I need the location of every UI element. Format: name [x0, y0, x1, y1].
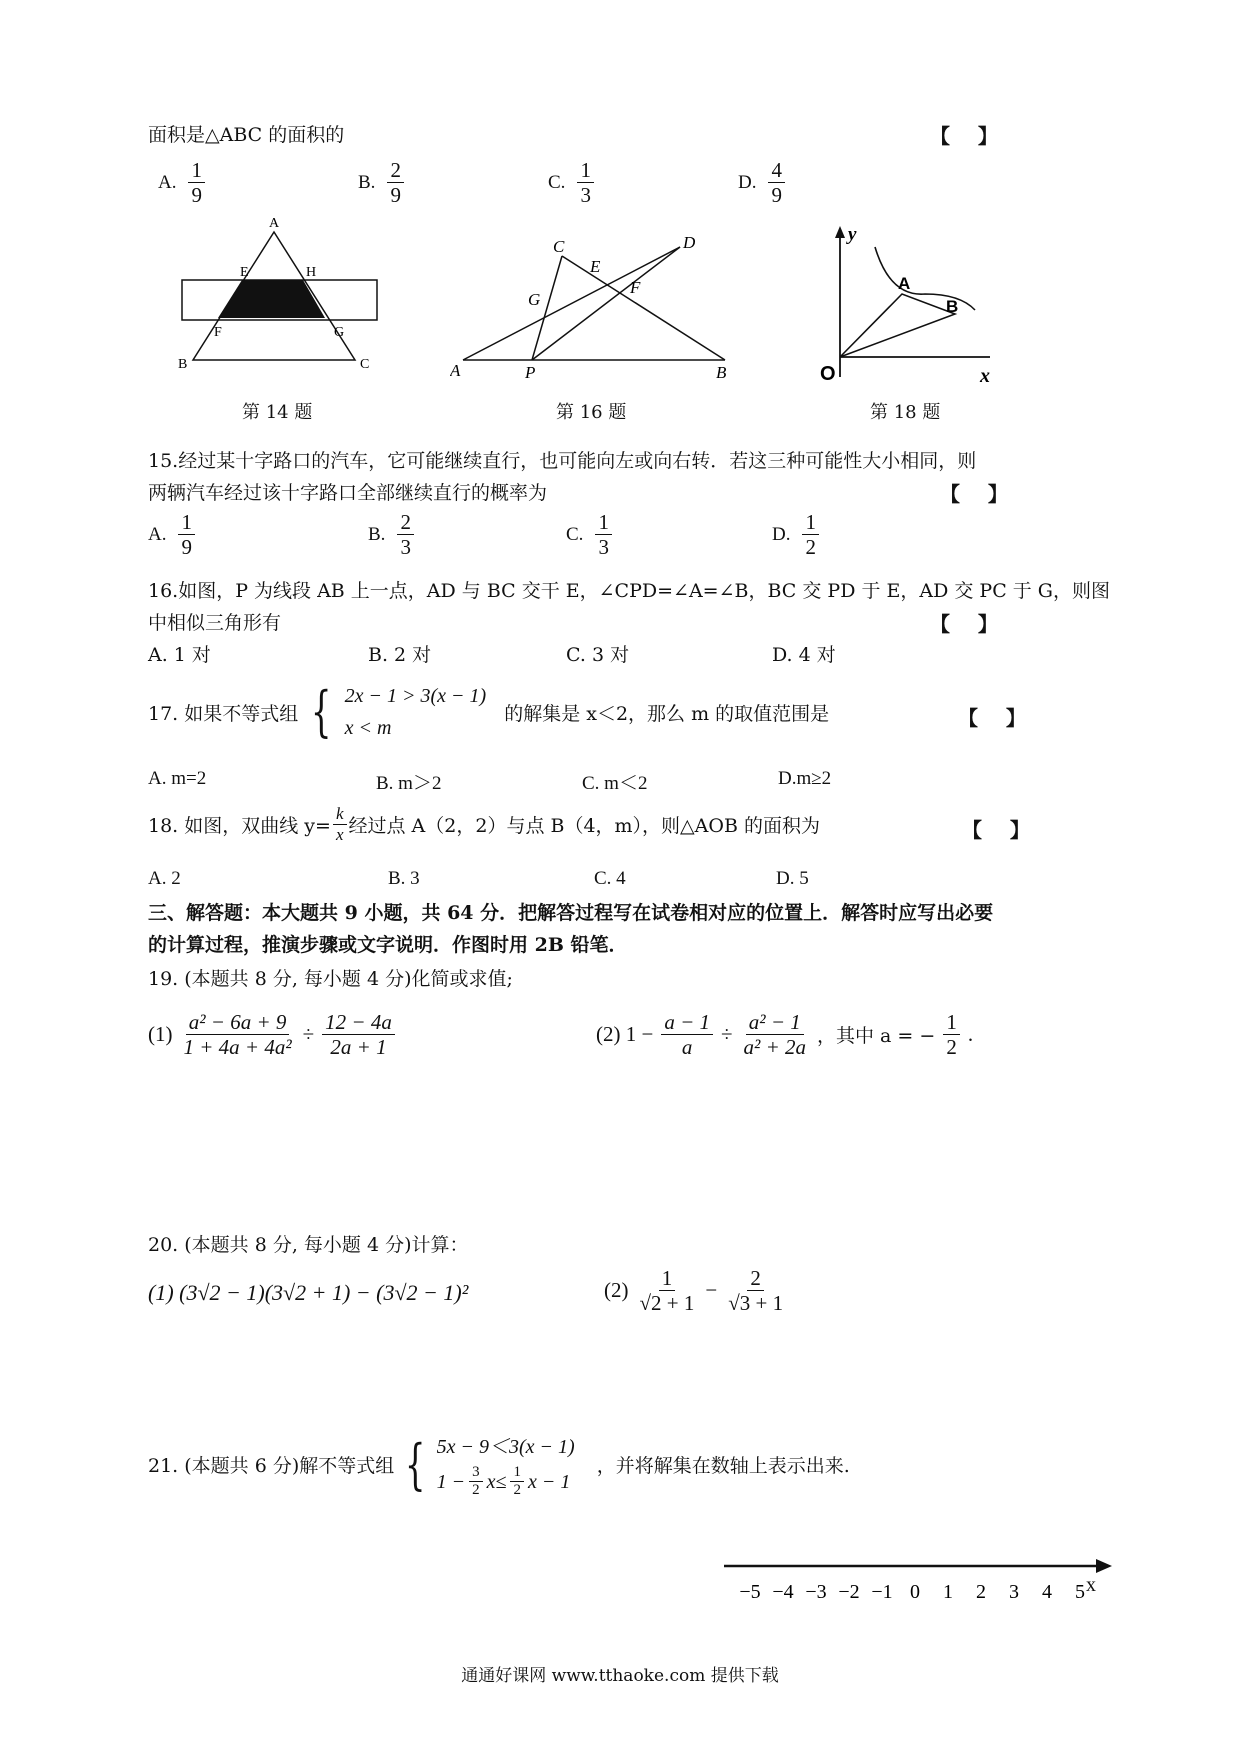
q14-option-c: C. $\frac{1}{3}$ — [548, 158, 596, 207]
q16-answer-bracket: 【 】 — [930, 612, 998, 636]
q15-option-c: C. $\frac{1}{3}$ — [566, 510, 614, 559]
fig18-caption: 第 18 题 — [870, 402, 941, 423]
fig18-hyperbola — [875, 247, 975, 310]
q20-title: 20. (本题共 8 分, 每小题 4 分)计算： — [148, 1234, 469, 1256]
figure-16 — [450, 232, 740, 382]
number-line-arrow — [1096, 1559, 1112, 1573]
q15-line-1: 15.经过某十字路口的汽车，它可能继续直行，也可能向左或向右转．若这三种可能性大小相同，则 — [148, 450, 977, 472]
q16-option-a: A. 1 对 — [148, 644, 211, 666]
figure-18 — [810, 222, 1010, 390]
number-line-tick-label: 0 — [910, 1581, 920, 1603]
number-line — [714, 1548, 1124, 1618]
q14-answer-bracket: 【 】 — [930, 124, 998, 148]
q16-option-c: C. 3 对 — [566, 644, 630, 666]
fig14-label-a: A — [269, 216, 280, 231]
q18-option-a: A. 2 — [148, 868, 181, 889]
q21-stem: 21. (本题共 6 分)解不等式组 { 5x − 9＜3(x − 1) 1 − $\frac{3}{2}$ x≤ $\frac{1}{2}$ x − 1 ，并将解集在数轴上表示出来. — [148, 1430, 850, 1500]
number-line-tick-label: −3 — [805, 1581, 827, 1603]
fig14-label-b: B — [178, 357, 188, 372]
q18-option-d: D. 5 — [776, 868, 809, 889]
q20-part-2: (2) $\frac{1}{√2 + 1}$ − $\frac{2}{√3 + 1}$ — [604, 1266, 784, 1316]
q21-brace: { — [405, 1432, 426, 1496]
page-footer: 通通好课网 www.tthaoke.com 提供下载 — [461, 1666, 779, 1686]
fig18-label-b: B — [946, 297, 959, 316]
q17-stem: 17. 如果不等式组 { 2x − 1 > 3(x − 1) x < m 的解集是 x＜2，那么 m 的取值范围是 — [148, 680, 830, 743]
q19-title: 19. (本题共 8 分, 每小题 4 分)化简或求值; — [148, 968, 513, 990]
q17-option-b: B. m＞2 — [376, 773, 442, 794]
q17-option-d: D.m≥2 — [778, 768, 832, 789]
figure-14 — [170, 210, 390, 380]
number-line-tick-label: 1 — [943, 1581, 953, 1603]
fig16-label-d: D — [683, 233, 696, 252]
q18-option-b: B. 3 — [388, 868, 420, 889]
q15-option-d: D. $\frac{1}{2}$ — [772, 510, 821, 559]
fig18-label-x: x — [980, 365, 990, 387]
q19-part-1: (1) $\frac{\text{a² − 6a + 9}}{\text{1 + 4a + 4a²}}$ ÷ $\frac{12 - 4a}{2a + 1}$ — [148, 1010, 397, 1059]
q18-option-c: C. 4 — [594, 868, 626, 889]
number-line-tick-label: 3 — [1009, 1581, 1019, 1603]
fig14-label-g: G — [334, 325, 345, 340]
fig16-segment-ad — [463, 247, 680, 360]
q15-option-a: A. $\frac{1}{9}$ — [148, 510, 197, 559]
fig16-caption: 第 16 题 — [556, 402, 627, 423]
fig18-label-o: O — [820, 363, 836, 385]
q18-answer-bracket: 【 】 — [962, 818, 1030, 842]
q14-option-d: D. $\frac{4}{9}$ — [738, 158, 787, 207]
fig14-label-c: C — [360, 357, 370, 372]
fig16-label-b: B — [716, 363, 727, 382]
fig14-shaded-region — [218, 280, 325, 318]
q17-inequality-system: 2x − 1 > 3(x − 1) x < m — [344, 685, 487, 739]
fig14-caption: 第 14 题 — [242, 402, 313, 423]
fig16-label-g: G — [528, 290, 541, 309]
fig16-label-a: A — [450, 361, 461, 380]
number-line-ticks — [739, 1581, 1085, 1603]
q15-option-b: B. $\frac{2}{3}$ — [368, 510, 416, 559]
fig16-label-c: C — [553, 237, 565, 256]
q16-line-2: 中相似三角形有 — [148, 612, 282, 634]
q17-answer-bracket: 【 】 — [958, 706, 1026, 730]
q18-stem: 18. 如图，双曲线 y= $\frac{k}{x}$ 经过点 A（2，2）与点 B（4，m），则△AOB 的面积为 — [148, 804, 820, 844]
fig18-label-y: y — [848, 224, 857, 245]
number-line-x-label: x — [1086, 1574, 1096, 1596]
fig16-label-f: F — [630, 278, 641, 297]
q16-option-b: B. 2 对 — [368, 644, 432, 666]
fig16-label-p: P — [525, 363, 536, 382]
q17-option-a: A. m=2 — [148, 768, 207, 789]
q15-line-2: 两辆汽车经过该十字路口全部继续直行的概率为 — [148, 482, 548, 504]
fig18-triangle-aob — [840, 294, 955, 357]
number-line-tick-label: 4 — [1042, 1581, 1052, 1603]
q14-stem-tail: 面积是△ABC 的面积的 — [148, 124, 345, 146]
q16-line-1: 16.如图，P 为线段 AB 上一点，AD 与 BC 交干 E，∠CPD=∠A=∠B，BC 交 PD 于 E，AD 交 PC 于 G，则图 — [148, 580, 1110, 602]
fig18-label-a: A — [898, 274, 911, 293]
q17-option-c: C. m＜2 — [582, 773, 648, 794]
q17-brace: { — [311, 680, 332, 743]
number-line-tick-label: 2 — [976, 1581, 986, 1603]
fig16-segment-pd — [532, 247, 680, 360]
section-3-heading-line-1: 三、解答题：本大题共 9 小题，共 64 分．把解答过程写在试卷相对应的位置上．解答时应写出必要 — [148, 902, 994, 924]
number-line-tick-label: −2 — [838, 1581, 860, 1603]
q20-part-1: (1) (3√2 − 1)(3√2 + 1) − (3√2 − 1)² — [148, 1280, 469, 1305]
q19-part-2: (2) 1 − $\frac{a - 1}{a}$ ÷ $\frac{\text{a² − 1}}{\text{a² + 2a}}$ ，其中 a = − $\frac{1}{2}$ . — [596, 1010, 974, 1060]
q14-option-b: B. $\frac{2}{9}$ — [358, 158, 406, 207]
q15-answer-bracket: 【 】 — [940, 482, 1008, 506]
section-3-heading-line-2: 的计算过程，推演步骤或文字说明．作图时用 2B 铅笔． — [148, 934, 628, 956]
number-line-tick-label: −1 — [871, 1581, 893, 1603]
number-line-tick-label: −4 — [772, 1581, 794, 1603]
fig14-label-e: E — [240, 265, 249, 280]
fig16-label-e: E — [590, 257, 601, 276]
fig14-label-h: H — [306, 265, 317, 280]
fig18-y-arrow — [835, 226, 845, 238]
q14-option-a: A. $\frac{1}{9}$ — [158, 158, 207, 207]
fig14-label-f: F — [214, 325, 222, 340]
q21-inequality-system: 5x − 9＜3(x − 1) 1 − $\frac{3}{2}$ x≤ $\frac{1}{2}$ x − 1 — [436, 1436, 575, 1499]
number-line-tick-label: 5 — [1075, 1581, 1085, 1603]
fig16-segment-bc — [562, 256, 725, 360]
number-line-tick-label: −5 — [739, 1581, 761, 1603]
q16-option-d: D. 4 对 — [772, 644, 836, 666]
